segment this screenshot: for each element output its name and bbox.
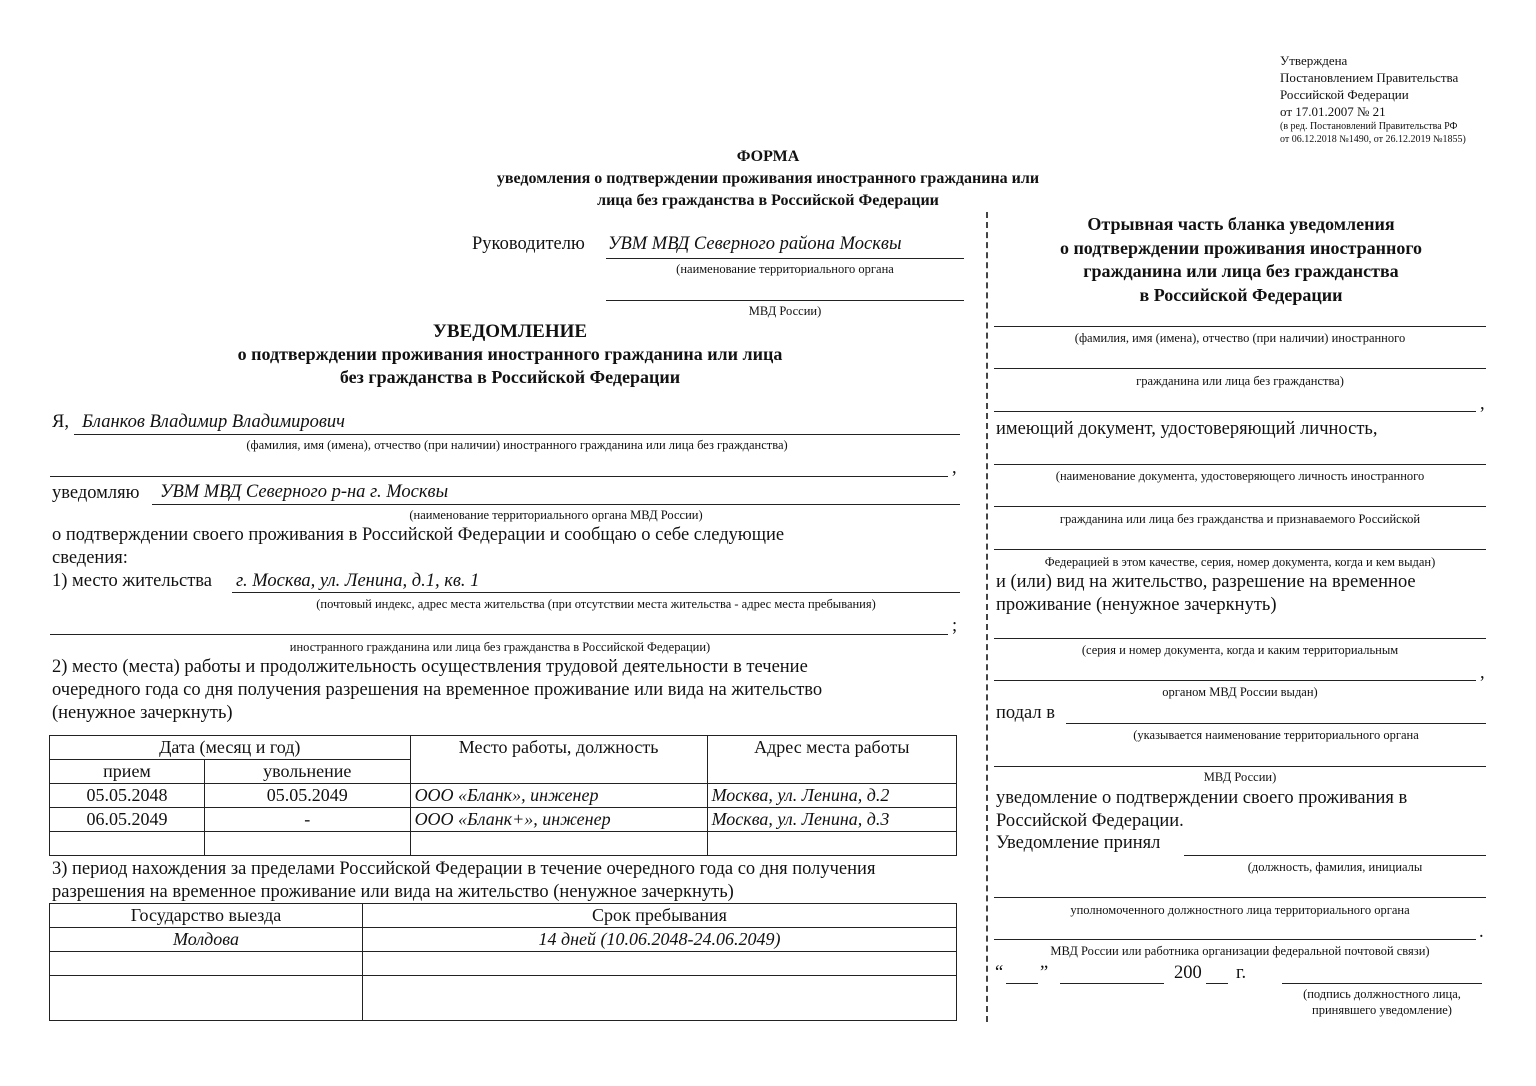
applicant-caption: (фамилия, имя (имена), отчество (при наличии) иностранного гражданина или лица без гражданства) <box>246 438 788 452</box>
addressee-caption: (наименование территориального органа <box>676 262 894 276</box>
form-header <box>300 146 1236 212</box>
approval-line: Российской Федерации <box>1280 87 1409 102</box>
notify-line[interactable] <box>152 504 960 505</box>
tear-fio-line-3[interactable] <box>994 411 1476 412</box>
cell-place[interactable]: ООО «Бланк+», инженер <box>410 808 707 832</box>
cell-country[interactable] <box>50 952 363 976</box>
cell-dismiss[interactable]: 05.05.2049 <box>205 784 411 808</box>
notify-text <box>52 524 784 570</box>
notice-title: УВЕДОМЛЕНИЕ <box>432 321 588 342</box>
applicant-label: Я, <box>52 412 69 432</box>
tear-doc-line[interactable] <box>994 464 1486 465</box>
approval-amend: от 06.12.2018 №1490, от 26.12.2019 №1855) <box>1280 134 1466 145</box>
date-day-line[interactable] <box>1006 983 1038 984</box>
tear-notif-text <box>996 787 1407 833</box>
notify-value: УВМ МВД Северного р-на г. Москвы <box>160 482 449 502</box>
cell-country[interactable]: Молдова <box>50 928 363 952</box>
abroad-text <box>52 858 875 904</box>
cell-period[interactable] <box>363 976 957 1021</box>
addressee-caption: МВД России) <box>748 304 822 318</box>
tear-accepted-line[interactable] <box>1184 855 1486 856</box>
residence-label: 1) место жительства <box>52 571 212 591</box>
tear-caption: (фамилия, имя (имена), отчество (при наличии) иностранного <box>1074 331 1406 345</box>
tear-fio-line-2[interactable] <box>994 368 1486 369</box>
cell-hire[interactable]: 06.05.2049 <box>50 808 205 832</box>
addressee-value: УВМ МВД Северного района Москвы <box>608 234 902 254</box>
comma: , <box>952 458 957 478</box>
residence-caption: (почтовый индекс, адрес места жительства (при отсутствии места жительства - адрес места пребывания) <box>316 597 876 611</box>
tear-doc-text: имеющий документ, удостоверяющий личность, <box>996 419 1378 439</box>
form-subtitle: уведомления о подтверждении проживания иностранного гражданина или <box>496 170 1040 187</box>
signature-line[interactable] <box>1282 983 1482 984</box>
tear-permit-text <box>996 571 1416 617</box>
tear-caption: МВД России) <box>1203 770 1277 784</box>
tear-title <box>996 213 1486 307</box>
abroad-text-line: разрешения на временное проживание или вида на жительство (ненужное зачеркнуть) <box>52 882 734 902</box>
table-row <box>50 928 957 952</box>
tear-caption: (должность, фамилия, инициалы <box>1247 860 1423 874</box>
notify-caption: (наименование территориального органа МВД России) <box>409 508 703 522</box>
tear-permit-line: проживание (ненужное зачеркнуть) <box>996 595 1277 615</box>
notify-text-line: сведения: <box>52 548 128 568</box>
cell-period[interactable]: 14 дней (10.06.2048-24.06.2049) <box>363 928 957 952</box>
date-year-suffix: г. <box>1236 963 1247 983</box>
header-period: Срок пребывания <box>363 904 957 928</box>
tear-caption: принявшего уведомление) <box>1312 1003 1452 1017</box>
tear-caption: (указывается наименование территориального органа <box>1133 728 1419 742</box>
table-row <box>50 976 957 1021</box>
date-month-line[interactable] <box>1060 983 1164 984</box>
abroad-table <box>49 903 957 1021</box>
cell-hire[interactable]: 05.05.2048 <box>50 784 205 808</box>
approval-amend: (в ред. Постановлений Правительства РФ <box>1280 121 1458 132</box>
tear-permit-line-1[interactable] <box>994 638 1486 639</box>
tear-caption: (серия и номер документа, когда и каким территориальным <box>1081 643 1399 657</box>
cut-line <box>986 212 988 1022</box>
form-subtitle: лица без гражданства в Российской Федерации <box>597 192 939 209</box>
period-mark: . <box>1479 922 1484 942</box>
tear-caption: (наименование документа, удостоверяющего личность иностранного <box>1055 469 1425 483</box>
work-text-line: 2) место (места) работы и продолжительность осуществления трудовой деятельности в течение <box>52 657 808 677</box>
tear-accepted-line-2[interactable] <box>994 897 1486 898</box>
tear-caption: (подпись должностного лица, <box>1303 987 1461 1001</box>
tear-title-line: в Российской Федерации <box>1139 284 1343 305</box>
applicant-line-2[interactable] <box>50 476 948 477</box>
cell-country[interactable] <box>50 976 363 1021</box>
residence-line-2[interactable] <box>50 634 948 635</box>
cell-dismiss[interactable] <box>205 832 411 856</box>
tear-caption: гражданина или лица без гражданства и признаваемого Российской <box>1059 512 1421 526</box>
tear-permit-line-2[interactable] <box>994 680 1476 681</box>
approval-block <box>1280 52 1466 146</box>
work-text <box>52 656 822 725</box>
cell-address[interactable] <box>707 832 956 856</box>
comma: , <box>1480 394 1485 414</box>
residence-line[interactable] <box>232 592 960 593</box>
work-text-line: очередного года со дня получения разрешения на временное проживание или вида на жительство <box>52 680 823 700</box>
quote-open: “ <box>995 963 1004 983</box>
residence-value: г. Москва, ул. Ленина, д.1, кв. 1 <box>236 571 480 591</box>
notice-subtitle: без гражданства в Российской Федерации <box>339 367 681 387</box>
approval-line: от 17.01.2007 № 21 <box>1280 104 1386 119</box>
notice-subtitle: о подтверждении проживания иностранного гражданина или лица <box>237 344 783 364</box>
header-country: Государство выезда <box>50 904 363 928</box>
comma: , <box>1480 663 1485 683</box>
approval-line: Утверждена <box>1280 53 1348 68</box>
applicant-name: Бланков Владимир Владимирович <box>82 412 345 432</box>
tear-fio-line[interactable] <box>994 326 1486 327</box>
applicant-line[interactable] <box>74 434 960 435</box>
tear-caption: МВД России или работника организации федеральной почтовой связи) <box>1050 944 1430 958</box>
tear-filed-label: подал в <box>996 703 1055 723</box>
form-title: ФОРМА <box>736 148 800 165</box>
tear-doc-line-2[interactable] <box>994 506 1486 507</box>
tear-accepted-label: Уведомление принял <box>996 833 1161 853</box>
addressee-line[interactable] <box>606 258 964 259</box>
tear-caption: Федерацией в этом качестве, серия, номер документа, когда и кем выдан) <box>1044 555 1436 569</box>
signature-caption <box>1282 986 1482 1018</box>
header-hire: прием <box>50 760 205 784</box>
cell-hire[interactable] <box>50 832 205 856</box>
tear-doc-line-3[interactable] <box>994 549 1486 550</box>
table-row <box>50 808 957 832</box>
addressee-line-2[interactable] <box>606 300 964 301</box>
table-row <box>50 952 957 976</box>
header-dismiss: увольнение <box>205 760 411 784</box>
tear-title-line: Отрывная часть бланка уведомления <box>1087 214 1395 234</box>
notify-label: уведомляю <box>52 483 140 503</box>
work-table <box>49 735 957 856</box>
residence-caption: иностранного гражданина или лица без гражданства в Российской Федерации) <box>289 640 711 654</box>
tear-filed-line[interactable] <box>1066 723 1486 724</box>
date-year-line[interactable] <box>1206 983 1228 984</box>
semicolon: ; <box>952 616 958 636</box>
cell-address[interactable]: Москва, ул. Ленина, д.2 <box>707 784 956 808</box>
cell-period[interactable] <box>363 952 957 976</box>
addressee-label: Руководителю <box>472 234 585 254</box>
tear-caption: гражданина или лица без гражданства) <box>1136 374 1344 388</box>
quote-close: ” <box>1040 963 1049 983</box>
notice-heading <box>60 320 960 389</box>
cell-place[interactable]: ООО «Бланк», инженер <box>410 784 707 808</box>
tear-notif-line: Российской Федерации. <box>996 811 1184 831</box>
tear-notif-line: уведомление о подтверждении своего проживания в <box>996 788 1408 808</box>
header-date: Дата (месяц и год) <box>50 736 411 760</box>
tear-title-line: о подтверждении проживания иностранного <box>1059 237 1423 258</box>
cell-dismiss[interactable]: - <box>205 808 411 832</box>
abroad-text-line: 3) период нахождения за пределами Российской Федерации в течение очередного года со дня получения <box>52 859 876 879</box>
approval-line: Постановлением Правительства <box>1280 70 1459 85</box>
work-text-line: (ненужное зачеркнуть) <box>52 703 233 723</box>
cell-place[interactable] <box>410 832 707 856</box>
tear-caption: уполномоченного должностного лица территориального органа <box>1070 903 1410 917</box>
table-row <box>50 832 957 856</box>
tear-accepted-line-3[interactable] <box>994 939 1476 940</box>
notify-text-line: о подтверждении своего проживания в Российской Федерации и сообщаю о себе следующие <box>52 525 785 545</box>
table-row <box>50 784 957 808</box>
tear-caption: органом МВД России выдан) <box>1162 685 1318 699</box>
header-place: Место работы, должность <box>410 736 707 784</box>
cell-address[interactable]: Москва, ул. Ленина, д.3 <box>707 808 956 832</box>
date-year: 200 <box>1174 963 1202 983</box>
tear-title-line: гражданина или лица без гражданства <box>1083 261 1399 281</box>
header-address: Адрес места работы <box>707 736 956 784</box>
tear-filed-line-2[interactable] <box>994 766 1486 767</box>
tear-permit-line: и (или) вид на жительство, разрешение на временное <box>996 572 1416 592</box>
